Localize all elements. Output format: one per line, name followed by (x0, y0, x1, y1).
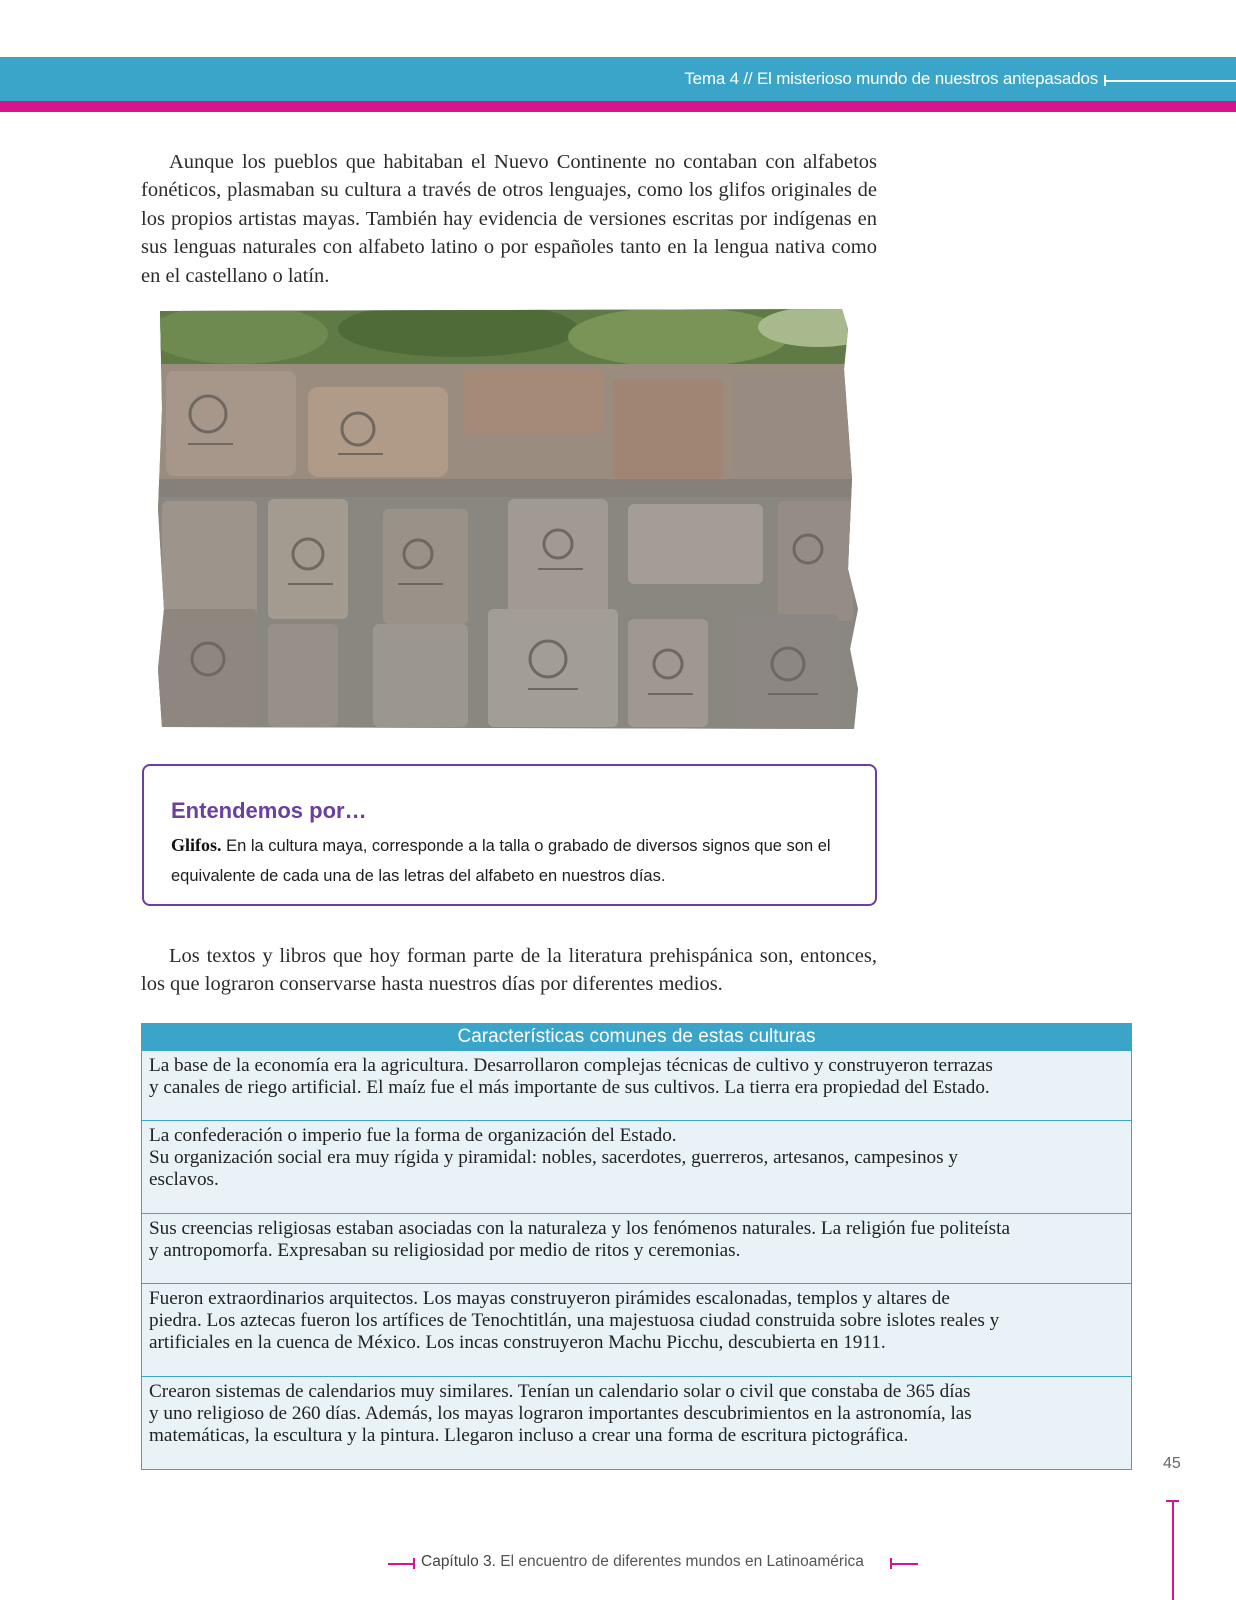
definition-text (171, 830, 861, 891)
table-row-line: piedra. Los aztecas fueron los artífices de Tenochtitlán, una majestuosa ciudad construida sobre islotes reales y (149, 1310, 1000, 1331)
table-row (142, 1376, 1131, 1469)
table-row-line: Su organización social era muy rígida y piramidal: nobles, sacerdotes, guerreros, artesanos, campesinos y (149, 1147, 959, 1168)
maya-glyphs-photo (158, 309, 878, 729)
table-row-line: Fueron extraordinarios arquitectos. Los mayas construyeron pirámides escalonadas, templos y altares de (149, 1288, 950, 1309)
footer-chapter-label: Capítulo 3. (421, 1553, 496, 1570)
second-paragraph: Los textos y libros que hoy forman parte de la literatura prehispánica son, entonces, los que lograron conservarse hasta nuestros días por diferentes medios. (141, 945, 877, 996)
footer-chapter-title (421, 1553, 864, 1571)
header-rule (1104, 80, 1236, 82)
table-row-line: y antropomorfa. Expresaban su religiosidad por medio de ritos y ceremonias. (149, 1240, 741, 1261)
table-row-line: La base de la economía era la agricultura. Desarrollaron complejas técnicas de cultivo y construyeron terrazas (149, 1055, 993, 1076)
characteristics-table (141, 1023, 1132, 1470)
table-row (142, 1213, 1131, 1283)
table-row-line: y uno religioso de 260 días. Además, los mayas lograron importantes descubrimientos en la astronomía, las (149, 1403, 972, 1424)
intro-paragraph: Aunque los pueblos que habitaban el Nuevo Continente no contaban con alfabetos fonéticos, plasmaban su cultura a través de otros lenguajes, como los glifos originales de los propios artistas mayas. También hay evidencia de versiones escritas por indígenas en sus lenguas naturales con alfabeto latino o por españoles tanto en la lengua nativa como en el castellano o latín. (141, 151, 877, 287)
footer-rule-right (892, 1563, 918, 1565)
table-row-line: matemáticas, la escultura y la pintura. Llegaron incluso a crear una forma de escritura pictográfica. (149, 1425, 909, 1446)
table-row-line: Crearon sistemas de calendarios muy similares. Tenían un calendario solar o civil que constaba de 365 días (149, 1381, 971, 1402)
table-row-line: esclavos. (149, 1169, 219, 1190)
footer-chapter-name: El encuentro de diferentes mundos en Latinoamérica (495, 1553, 864, 1570)
table-header: Características comunes de estas culturas (142, 1024, 1131, 1050)
table-row-line: Sus creencias religiosas estaban asociadas con la naturaleza y los fenómenos naturales. La religión fue politeísta (149, 1218, 1010, 1239)
footer-rule-left (388, 1563, 413, 1565)
table-row-line: artificiales en la cuenca de México. Los incas construyeron Machu Picchu, descubierta en 1911. (149, 1332, 886, 1353)
header-accent-stripe (0, 101, 1236, 112)
table-row (142, 1120, 1131, 1213)
definition-term: Glifos. (171, 835, 222, 855)
table-row (142, 1283, 1131, 1376)
footer-tick-left (413, 1558, 415, 1569)
definition-box (142, 764, 877, 906)
section-title: Tema 4 // El misterioso mundo de nuestros antepasados (684, 69, 1098, 88)
side-rule (1172, 1500, 1174, 1600)
table-row (142, 1050, 1131, 1120)
page-number: 45 (1163, 1455, 1181, 1472)
table-row-line: La confederación o imperio fue la forma de organización del Estado. (149, 1125, 677, 1146)
definition-heading: Entendemos por… (171, 798, 367, 823)
table-row-line: y canales de riego artificial. El maíz fue el más importante de sus cultivos. La tierra era propiedad del Estado. (149, 1077, 990, 1098)
definition-body: En la cultura maya, corresponde a la talla o grabado de diversos signos que son el equivalente de cada una de las letras del alfabeto en nuestros días. (171, 837, 831, 885)
